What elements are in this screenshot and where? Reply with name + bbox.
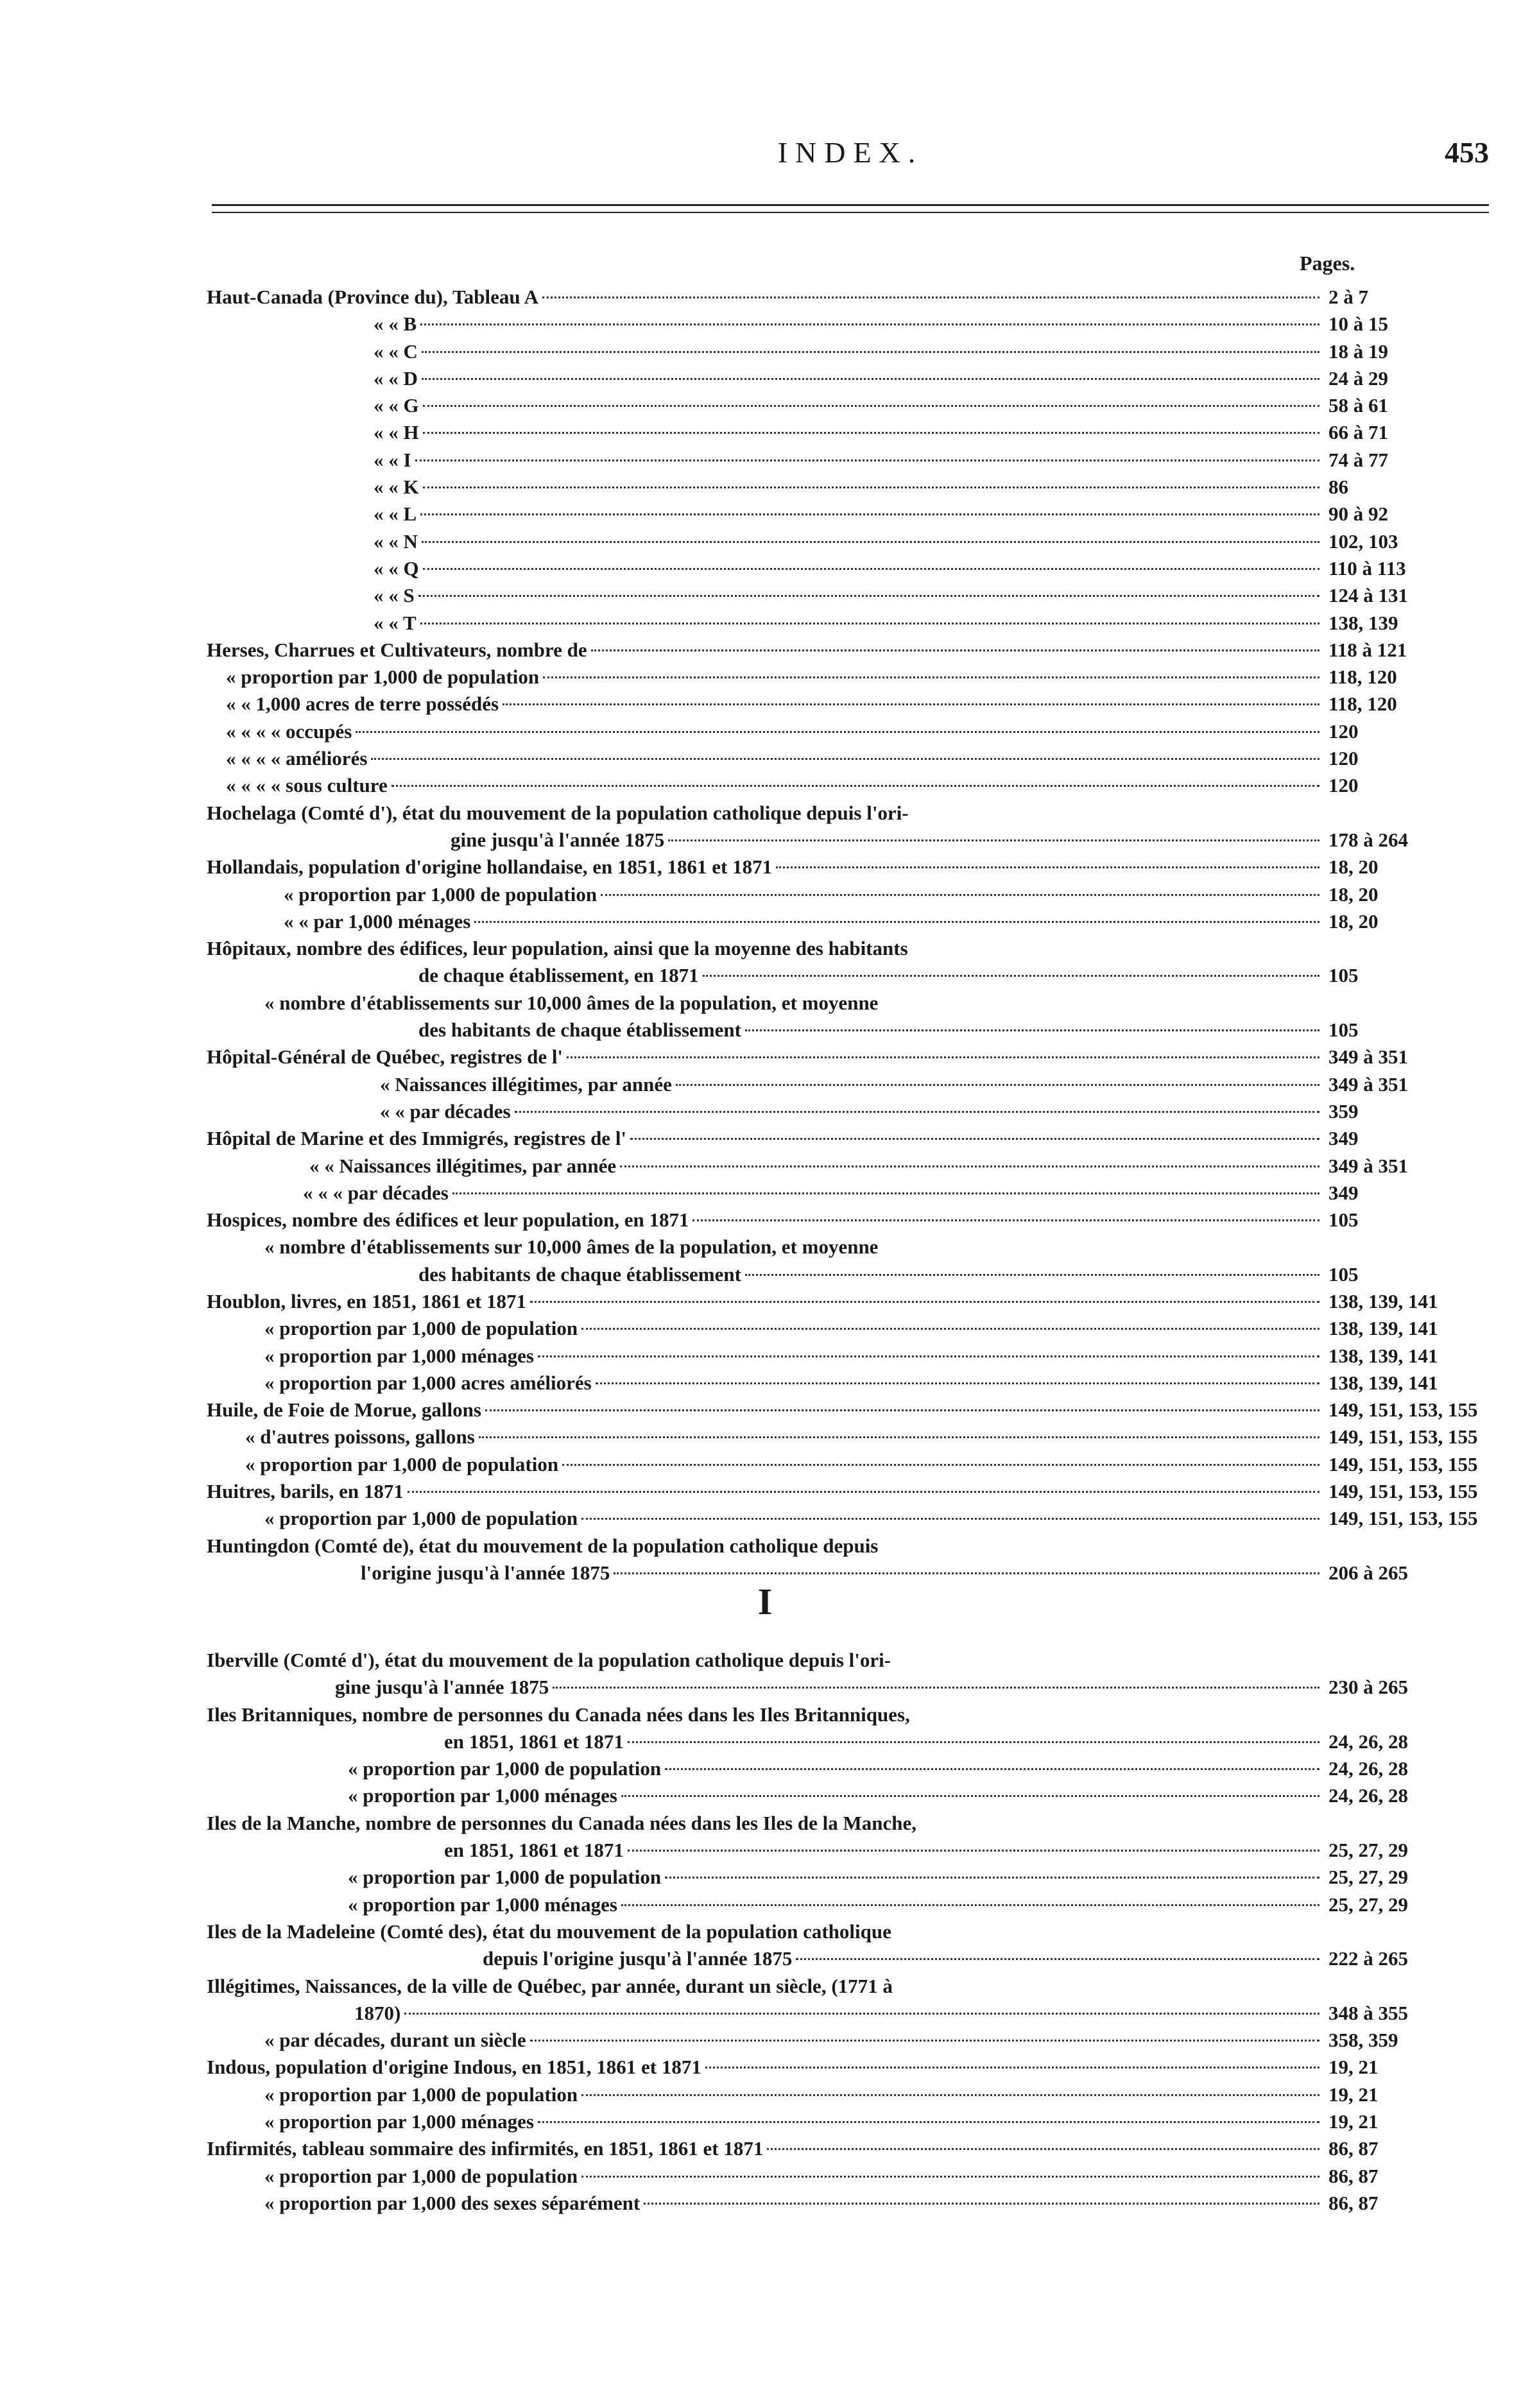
entry-label: Hôpitaux, nombre des édifices, leur population, ainsi que la moyenne des habitants — [207, 937, 908, 960]
index-entry — [207, 2000, 1489, 2027]
entry-pages: 120 — [1328, 774, 1359, 797]
entry-label: « proportion par 1,000 de population — [264, 1317, 578, 1340]
index-entry — [207, 1207, 1489, 1234]
dot-leader — [423, 486, 1319, 488]
dot-leader — [530, 1301, 1319, 1303]
entry-label: en 1851, 1861 et 1871 — [444, 1730, 624, 1753]
index-entry — [207, 2135, 1489, 2162]
entry-label: Huntingdon (Comté de), état du mouvement de la population catholique depuis — [207, 1534, 879, 1557]
dot-leader — [692, 1219, 1319, 1221]
entry-pages: 105 — [1328, 1262, 1359, 1286]
dot-leader — [621, 1795, 1319, 1797]
entry-label: « « K — [374, 476, 419, 499]
entry-label: 1870) — [354, 2001, 401, 2024]
entry-pages: 138, 139, 141 — [1328, 1289, 1438, 1312]
index-entry — [207, 718, 1489, 745]
index-entry — [207, 1315, 1489, 1342]
entry-pages: 349 à 351 — [1328, 1045, 1408, 1069]
index-section-i — [207, 1647, 1489, 2217]
dot-leader — [538, 2121, 1319, 2123]
dot-leader — [420, 513, 1319, 515]
index-entry — [207, 664, 1489, 691]
index-entry — [207, 962, 1489, 989]
index-entry — [207, 1755, 1489, 1782]
entry-pages: 349 à 351 — [1328, 1154, 1408, 1177]
index-entry — [207, 610, 1489, 637]
entry-label: « « B — [374, 313, 417, 336]
dot-leader — [408, 1491, 1319, 1493]
index-entry — [207, 990, 1489, 1017]
index-entry — [207, 800, 1489, 827]
entry-label: « proportion par 1,000 ménages — [348, 1893, 617, 1916]
entry-label: Hospices, nombre des édifices et leur population, en 1871 — [207, 1208, 689, 1232]
dot-leader — [665, 1768, 1319, 1770]
dot-leader — [581, 1518, 1319, 1520]
entry-pages: 24, 26, 28 — [1328, 1730, 1408, 1753]
entry-pages: 90 à 92 — [1328, 503, 1388, 526]
index-entry — [207, 691, 1489, 718]
entry-pages: 86 — [1328, 476, 1348, 499]
index-entry — [207, 474, 1489, 501]
page-number: 453 — [1445, 136, 1489, 169]
entry-pages: 25, 27, 29 — [1328, 1839, 1408, 1862]
index-entry — [207, 1098, 1489, 1125]
entry-pages: 110 à 113 — [1328, 556, 1406, 580]
pages-column-heading: Pages. — [1300, 252, 1355, 275]
index-entry — [207, 528, 1489, 555]
index-entry — [207, 555, 1489, 582]
entry-pages: 19, 21 — [1328, 2083, 1379, 2106]
entry-label: Houblon, livres, en 1851, 1861 et 1871 — [207, 1289, 527, 1312]
dot-leader — [614, 1572, 1319, 1574]
entry-label: en 1851, 1861 et 1871 — [444, 1839, 624, 1862]
entry-label: « proportion par 1,000 de population — [264, 1507, 578, 1530]
index-entry — [207, 908, 1489, 935]
entry-pages: 124 à 131 — [1328, 584, 1408, 607]
header-rule-thin — [212, 212, 1489, 213]
dot-leader — [423, 405, 1319, 407]
index-entry — [207, 1945, 1489, 1972]
entry-label: l'origine jusqu'à l'année 1875 — [361, 1561, 610, 1584]
entry-label: « proportion par 1,000 de population — [226, 666, 540, 689]
index-entry — [207, 501, 1489, 528]
index-entry — [207, 1261, 1489, 1288]
dot-leader — [420, 323, 1319, 325]
entry-pages: 222 à 265 — [1328, 1947, 1408, 1970]
entry-label: « par décades, durant un siècle — [264, 2029, 526, 2052]
entry-label: « proportion par 1,000 acres améliorés — [264, 1371, 592, 1394]
entry-pages: 178 à 264 — [1328, 828, 1408, 851]
entry-label: Huile, de Foie de Morue, gallons — [207, 1398, 481, 1422]
index-entry — [207, 1234, 1489, 1260]
index-entry — [207, 2108, 1489, 2135]
index-entry — [207, 365, 1489, 392]
entry-label: « proportion par 1,000 de population — [284, 882, 597, 906]
entry-label: Hôpital-Général de Québec, registres de l' — [207, 1045, 563, 1069]
index-entry — [207, 2163, 1489, 2190]
dot-leader — [452, 1192, 1319, 1194]
dot-leader — [553, 1687, 1319, 1689]
entry-label: « proportion par 1,000 de population — [264, 2164, 578, 2187]
dot-leader — [418, 595, 1319, 597]
index-entry — [207, 1071, 1489, 1098]
entry-label: Infirmités, tableau sommaire des infirmités, en 1851, 1861 et 1871 — [207, 2137, 764, 2160]
entry-pages: 86, 87 — [1328, 2164, 1379, 2187]
entry-pages: 120 — [1328, 719, 1359, 743]
entry-label: « « T — [374, 611, 417, 634]
entry-label: Illégitimes, Naissances, de la ville de Québec, par année, durant un siècle, (1771 à — [207, 1974, 893, 1997]
dot-leader — [630, 1138, 1319, 1140]
dot-leader — [644, 2203, 1319, 2205]
entry-pages: 359 — [1328, 1099, 1359, 1122]
index-entry — [207, 2054, 1489, 2081]
entry-label: Hôpital de Marine et des Immigrés, registres de l' — [207, 1127, 627, 1150]
dot-leader — [530, 2040, 1319, 2042]
dot-leader — [591, 649, 1319, 651]
index-entry — [207, 1180, 1489, 1207]
index-entry — [207, 827, 1489, 854]
entry-pages: 19, 21 — [1328, 2110, 1379, 2133]
index-entry — [207, 338, 1489, 365]
index-entry — [207, 1918, 1489, 1945]
entry-pages: 105 — [1328, 1019, 1359, 1042]
entry-pages: 149, 151, 153, 155 — [1328, 1398, 1478, 1422]
dot-leader — [581, 2176, 1319, 2178]
index-entry — [207, 1728, 1489, 1755]
dot-leader — [581, 1328, 1319, 1330]
entry-pages: 138, 139, 141 — [1328, 1371, 1438, 1394]
index-entry — [207, 1423, 1489, 1450]
dot-leader — [601, 894, 1319, 896]
entry-pages: 118 à 121 — [1328, 638, 1407, 661]
entry-pages: 86, 87 — [1328, 2191, 1379, 2214]
index-entry — [207, 1647, 1489, 1674]
entry-pages: 149, 151, 153, 155 — [1328, 1507, 1478, 1530]
entry-pages: 230 à 265 — [1328, 1676, 1408, 1699]
entry-pages: 138, 139, 141 — [1328, 1317, 1438, 1340]
dot-leader — [423, 432, 1319, 434]
entry-label: « « I — [374, 448, 411, 471]
index-section-h — [207, 284, 1489, 1587]
entry-label: gine jusqu'à l'année 1875 — [451, 828, 665, 851]
index-entry — [207, 637, 1489, 664]
entry-label: Iles de la Manche, nombre de personnes du Canada nées dans les Iles de la Manche, — [207, 1811, 917, 1834]
entry-pages: 58 à 61 — [1328, 394, 1388, 417]
entry-label: « proportion par 1,000 ménages — [264, 2110, 534, 2133]
dot-leader — [515, 1111, 1319, 1113]
entry-label: « « « par décades — [303, 1181, 449, 1204]
dot-leader — [703, 975, 1319, 977]
page-title: INDEX. — [777, 136, 924, 169]
entry-pages: 66 à 71 — [1328, 421, 1388, 444]
entry-label: « « N — [374, 529, 418, 553]
index-entry — [207, 392, 1489, 419]
dot-leader — [596, 1382, 1319, 1384]
entry-label: des habitants de chaque établissement — [418, 1262, 741, 1286]
entry-pages: 348 à 355 — [1328, 2001, 1408, 2024]
dot-leader — [562, 1464, 1319, 1466]
entry-pages: 10 à 15 — [1328, 313, 1388, 336]
entry-label: de chaque établissement, en 1871 — [418, 964, 699, 987]
dot-leader — [776, 866, 1319, 868]
index-entry — [207, 1891, 1489, 1918]
entry-label: « « Q — [374, 556, 419, 580]
dot-leader — [420, 623, 1319, 624]
entry-label: « proportion par 1,000 ménages — [348, 1784, 617, 1807]
entry-label: « « « « sous culture — [226, 774, 388, 797]
entry-label: depuis l'origine jusqu'à l'année 1875 — [483, 1947, 793, 1970]
index-entry — [207, 1810, 1489, 1837]
index-entry — [207, 2190, 1489, 2217]
index-entry — [207, 419, 1489, 446]
dot-leader — [422, 351, 1319, 353]
index-entry — [207, 745, 1489, 772]
entry-label: Iberville (Comté d'), état du mouvement de la population catholique depuis l'ori- — [207, 1649, 891, 1671]
dot-leader — [404, 2013, 1319, 2015]
entry-pages: 24 à 29 — [1328, 366, 1388, 390]
dot-leader — [668, 839, 1319, 841]
dot-leader — [423, 568, 1319, 570]
entry-label: Herses, Charrues et Cultivateurs, nombre de — [207, 638, 587, 661]
entry-label: « « G — [374, 394, 419, 417]
dot-leader — [543, 676, 1319, 678]
index-entry — [207, 1864, 1489, 1891]
index-entry — [207, 1153, 1489, 1180]
dot-leader — [422, 541, 1319, 543]
entry-pages: 2 à 7 — [1328, 286, 1368, 308]
entry-pages: 18, 20 — [1328, 909, 1379, 933]
dot-leader — [485, 1409, 1319, 1411]
entry-label: « « C — [374, 340, 418, 363]
entry-label: « proportion par 1,000 de population — [348, 1866, 662, 1889]
dot-leader — [705, 2067, 1319, 2068]
dot-leader — [621, 1904, 1319, 1906]
dot-leader — [542, 297, 1319, 298]
index-entry — [207, 1451, 1489, 1478]
entry-pages: 24, 26, 28 — [1328, 1784, 1408, 1807]
dot-leader — [665, 1877, 1319, 1879]
dot-leader — [538, 1355, 1319, 1357]
dot-leader — [767, 2148, 1319, 2150]
entry-pages: 25, 27, 29 — [1328, 1866, 1408, 1889]
entry-label: « Naissances illégitimes, par année — [380, 1072, 672, 1096]
entry-label: des habitants de chaque établissement — [418, 1019, 741, 1042]
entry-label: « nombre d'établissements sur 10,000 âmes de la population, et moyenne — [264, 1235, 879, 1259]
dot-leader — [628, 1741, 1319, 1743]
entry-label: « « par 1,000 ménages — [284, 909, 471, 933]
entry-pages: 206 à 265 — [1328, 1561, 1408, 1584]
dot-leader — [676, 1084, 1319, 1086]
entry-label: « « « « occupés — [226, 719, 352, 743]
index-entry — [207, 1397, 1489, 1423]
index-entry — [207, 582, 1489, 609]
entry-pages: 149, 151, 153, 155 — [1328, 1480, 1478, 1503]
entry-pages: 349 — [1328, 1181, 1359, 1204]
index-entry — [207, 1370, 1489, 1397]
entry-label: gine jusqu'à l'année 1875 — [335, 1676, 549, 1699]
index-entry — [207, 2081, 1489, 2108]
index-entry — [207, 447, 1489, 474]
index-entry — [207, 1017, 1489, 1044]
entry-label: « « par décades — [380, 1099, 511, 1122]
entry-pages: 18, 20 — [1328, 856, 1379, 879]
index-entry — [207, 1125, 1489, 1152]
index-entry — [207, 1533, 1489, 1560]
dot-leader — [620, 1165, 1319, 1167]
entry-pages: 149, 151, 153, 155 — [1328, 1425, 1478, 1449]
index-entry — [207, 881, 1489, 908]
entry-label: Iles de la Madeleine (Comté des), état du mouvement de la population catholique — [207, 1920, 891, 1943]
dot-leader — [567, 1056, 1319, 1058]
dot-leader — [422, 378, 1319, 380]
index-entry — [207, 1782, 1489, 1809]
entry-label: « proportion par 1,000 de population — [348, 1757, 662, 1780]
index-entry — [207, 1701, 1489, 1728]
dot-leader — [745, 1029, 1319, 1031]
dot-leader — [371, 758, 1319, 760]
entry-label: Iles Britanniques, nombre de personnes du Canada nées dans les Iles Britanniques, — [207, 1703, 910, 1726]
index-entry — [207, 284, 1489, 311]
dot-leader — [745, 1274, 1319, 1276]
entry-pages: 358, 359 — [1328, 2029, 1398, 2052]
entry-pages: 105 — [1328, 1208, 1359, 1232]
entry-label: « proportion par 1,000 de population — [245, 1452, 559, 1475]
index-entry — [207, 1478, 1489, 1505]
dot-leader — [474, 921, 1319, 923]
entry-pages: 18, 20 — [1328, 882, 1379, 906]
entry-pages: 18 à 19 — [1328, 340, 1388, 363]
entry-pages: 74 à 77 — [1328, 448, 1388, 471]
entry-label: « nombre d'établissements sur 10,000 âmes de la population, et moyenne — [264, 991, 879, 1014]
index-entry — [207, 311, 1489, 338]
index-entry — [207, 935, 1489, 962]
dot-leader — [415, 460, 1319, 461]
entry-label: « « 1,000 acres de terre possédés — [226, 692, 499, 716]
entry-pages: 24, 26, 28 — [1328, 1757, 1408, 1780]
dot-leader — [391, 785, 1319, 787]
entry-label: Indous, population d'origine Indous, en 1851, 1861 et 1871 — [207, 2056, 701, 2079]
entry-pages: 102, 103 — [1328, 529, 1398, 553]
entry-pages: 149, 151, 153, 155 — [1328, 1452, 1478, 1475]
index-entry — [207, 1973, 1489, 2000]
header-rule — [212, 204, 1489, 206]
entry-label: « « « « améliorés — [226, 747, 368, 770]
dot-leader — [796, 1958, 1319, 1960]
letter-heading-i: I — [757, 1581, 773, 1622]
index-entry — [207, 1343, 1489, 1370]
entry-label: « « Naissances illégitimes, par année — [309, 1154, 617, 1177]
index-entry — [207, 2027, 1489, 2054]
entry-label: Hollandais, population d'origine hollandaise, en 1851, 1861 et 1871 — [207, 856, 773, 879]
dot-leader — [503, 703, 1319, 705]
entry-label: Haut-Canada (Province du), Tableau A — [207, 286, 539, 308]
entry-label: « « S — [374, 584, 415, 607]
dot-leader — [356, 731, 1319, 733]
dot-leader — [628, 1850, 1319, 1852]
entry-pages: 349 à 351 — [1328, 1072, 1408, 1096]
entry-label: « proportion par 1,000 ménages — [264, 1344, 534, 1367]
index-entry — [207, 1837, 1489, 1864]
entry-label: « « H — [374, 421, 419, 444]
index-entry — [207, 1674, 1489, 1701]
entry-label: « « D — [374, 366, 418, 390]
entry-label: Huitres, barils, en 1871 — [207, 1480, 404, 1503]
entry-label: « proportion par 1,000 des sexes séparément — [264, 2191, 640, 2214]
page-header — [212, 132, 1489, 176]
entry-label: « d'autres poissons, gallons — [245, 1425, 475, 1449]
index-entry — [207, 1288, 1489, 1315]
index-entry — [207, 772, 1489, 799]
entry-pages: 19, 21 — [1328, 2056, 1379, 2079]
entry-label: Hochelaga (Comté d'), état du mouvement de la population catholique depuis l'ori- — [207, 801, 909, 824]
entry-pages: 105 — [1328, 964, 1359, 987]
index-entry — [207, 854, 1489, 881]
entry-pages: 138, 139 — [1328, 611, 1398, 634]
index-entry — [207, 1044, 1489, 1071]
index-entry — [207, 1505, 1489, 1532]
entry-label: « « L — [374, 503, 417, 526]
entry-label: « proportion par 1,000 de population — [264, 2083, 578, 2106]
entry-pages: 120 — [1328, 747, 1359, 770]
entry-pages: 349 — [1328, 1127, 1359, 1150]
entry-pages: 138, 139, 141 — [1328, 1344, 1438, 1367]
dot-leader — [581, 2094, 1319, 2096]
entry-pages: 118, 120 — [1328, 666, 1397, 689]
dot-leader — [479, 1436, 1319, 1438]
entry-pages: 86, 87 — [1328, 2137, 1379, 2160]
entry-pages: 118, 120 — [1328, 692, 1397, 716]
entry-pages: 25, 27, 29 — [1328, 1893, 1408, 1916]
